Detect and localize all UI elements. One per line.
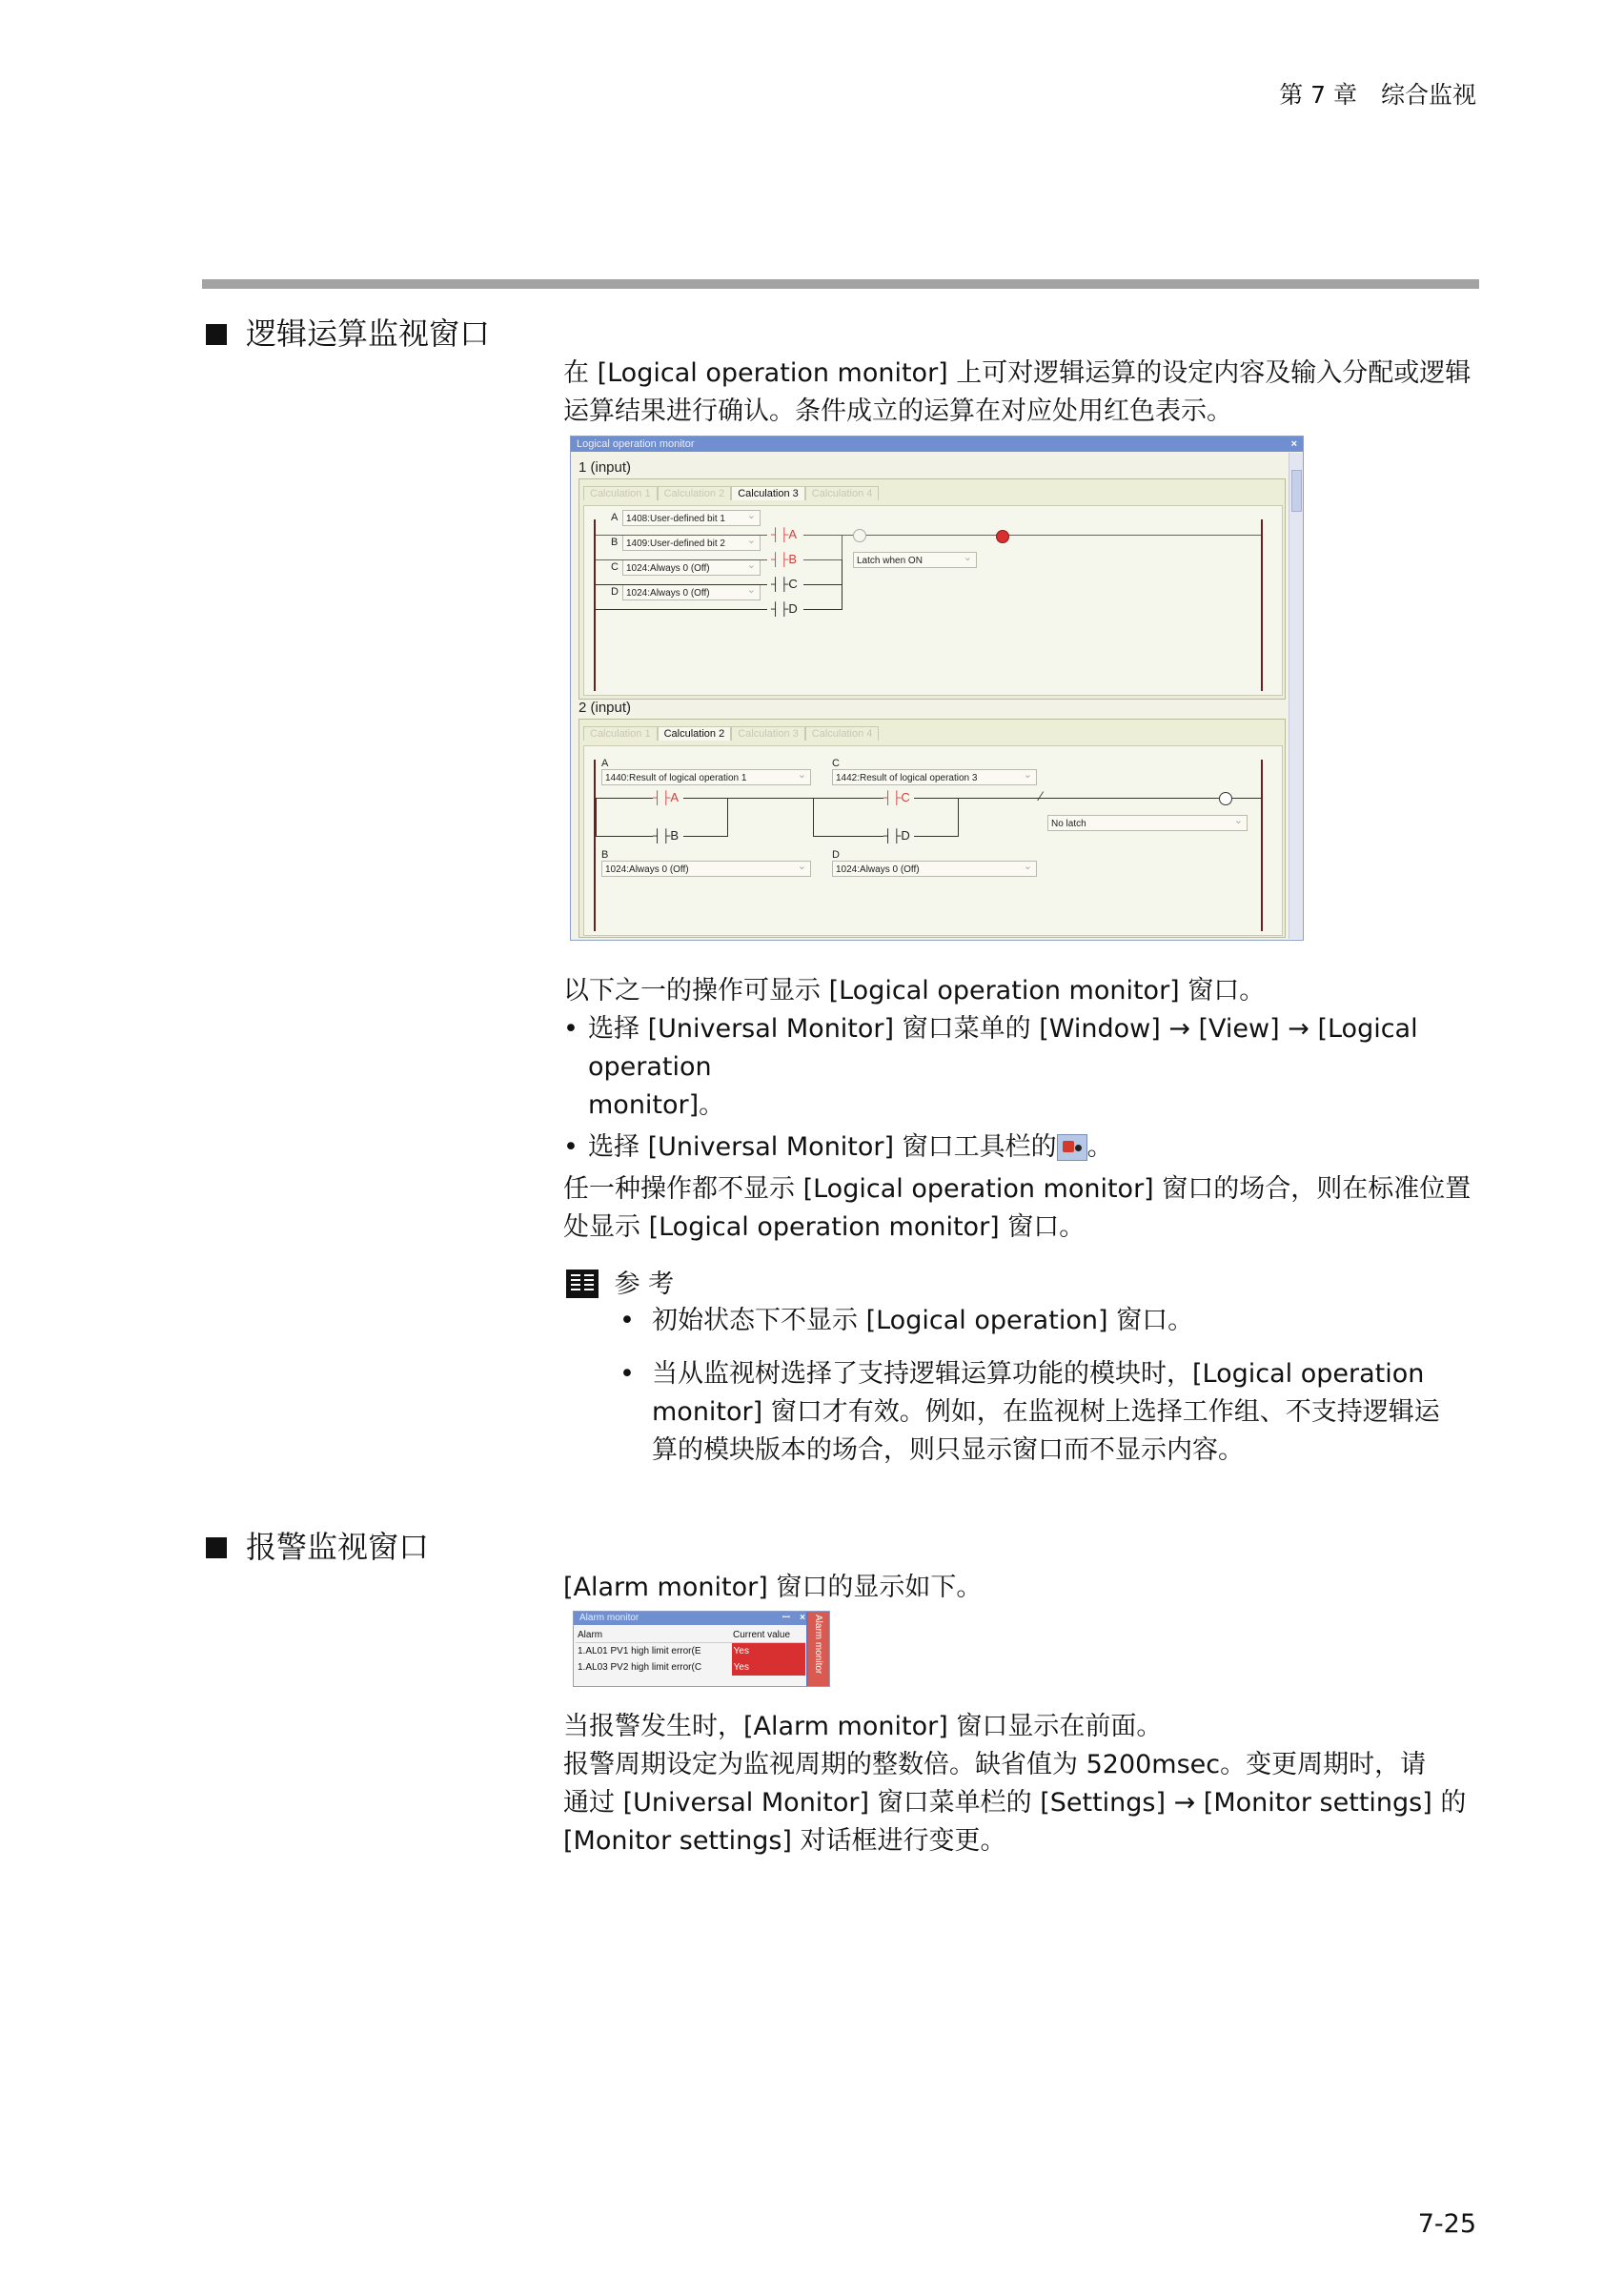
rung-a-wire xyxy=(596,798,653,799)
close-icon[interactable]: × xyxy=(1290,438,1297,450)
input-c-select[interactable]: 1442:Result of logical operation 3 ⌄ xyxy=(832,769,1037,785)
contact-d: ┤├D xyxy=(771,601,798,616)
contact-a: ┤├A xyxy=(653,790,680,804)
group2-box xyxy=(579,719,1286,938)
close-icon[interactable]: × xyxy=(800,1613,805,1623)
series-wire-b xyxy=(803,559,842,560)
rung-a-wire xyxy=(596,535,767,536)
left-power-rail xyxy=(594,760,596,931)
alarm-value-badge: Yes xyxy=(732,1643,805,1659)
table-row[interactable]: 1.AL03 PV2 high limit error(C Yes xyxy=(576,1659,805,1676)
section-rule xyxy=(202,279,1479,289)
series-wire-ac xyxy=(683,798,883,799)
reference-notes xyxy=(619,1302,1477,1470)
series-wire-c xyxy=(803,584,842,585)
join-wire-b xyxy=(727,798,728,837)
chapter-header: 第 7 章 综合监视 xyxy=(1279,81,1476,109)
rung-d-wire xyxy=(596,609,767,610)
output-wire xyxy=(914,798,1219,799)
join-wire-d xyxy=(958,798,959,837)
reference-item: • 初始状态下不显示 [Logical operation] 窗口。 xyxy=(619,1302,1477,1340)
group2-panel xyxy=(583,745,1283,936)
tab-calculation-3[interactable]: Calculation 3 xyxy=(731,726,805,741)
latch-marker-icon xyxy=(853,529,866,542)
group1-panel xyxy=(583,505,1283,696)
input-letter-c: C xyxy=(832,758,840,769)
input-letter-c: C xyxy=(611,561,619,573)
group1-box xyxy=(579,478,1286,700)
bullet-toolbar: • 选择 [Universal Monitor] 窗口工具栏的 。 xyxy=(563,1128,1480,1167)
group1-tabs xyxy=(583,486,879,500)
input-b-select[interactable]: 1409:User-defined bit 2 ⌄ xyxy=(622,535,761,551)
reference-book-icon xyxy=(566,1270,599,1298)
input-b-select[interactable]: 1024:Always 0 (Off) ⌄ xyxy=(601,861,811,877)
section-title-logic: 逻辑运算监视窗口 xyxy=(206,310,490,354)
tab-calculation-1[interactable]: Calculation 1 xyxy=(583,486,658,500)
latch-select[interactable]: No latch ⌄ xyxy=(1047,815,1248,831)
input-letter-d: D xyxy=(611,586,619,598)
rung-b-wire xyxy=(596,559,767,560)
right-power-rail xyxy=(1261,760,1263,931)
alarm-value-badge: Yes xyxy=(732,1659,805,1676)
logical-operation-toolbar-icon xyxy=(1057,1134,1087,1161)
tab-calculation-2[interactable]: Calculation 2 xyxy=(658,486,732,500)
input-a-select[interactable]: 1408:User-defined bit 1 ⌄ xyxy=(622,510,761,526)
series-wire-d xyxy=(803,609,842,610)
rung-d-wire xyxy=(813,836,883,837)
scrollbar-thumb[interactable] xyxy=(1291,470,1302,512)
input-letter-a: A xyxy=(611,512,619,523)
input-letter-d: D xyxy=(832,849,840,861)
section-title-alarm: 报警监视窗口 xyxy=(206,1523,429,1567)
reference-item: • 当从监视树选择了支持逻辑运算功能的模块时，[Logical operation monitor] 窗口才有效。例如，在监视树上选择工作组、不支持逻辑运 算的模块版本的场合，则只显示窗口而不显示内容。 xyxy=(619,1355,1477,1470)
alarm-description: 当报警发生时，[Alarm monitor] 窗口显示在前面。 报警周期设定为监视周期的整数倍。缺省值为 5200msec。变更周期时，请 通过 [Universal Monitor] 窗口菜单栏的 [Settings] → [Monitor settings] 的 [Monitor settings] 对话框进行变更。 xyxy=(563,1712,1467,1856)
tab-calculation-2[interactable]: Calculation 2 xyxy=(658,726,732,741)
branch-wire-d xyxy=(813,798,814,836)
rung-c-wire xyxy=(596,584,767,585)
contact-a: ┤├A xyxy=(771,527,798,541)
input-d-select[interactable]: 1024:Always 0 (Off) ⌄ xyxy=(622,584,761,600)
latch-select[interactable]: Latch when ON ⌄ xyxy=(853,552,977,568)
group1-label: 1 (input) xyxy=(579,459,632,476)
group2-label: 2 (input) xyxy=(579,700,632,716)
output-wire xyxy=(842,535,1261,536)
group2-tabs xyxy=(583,726,879,741)
input-letter-b: B xyxy=(601,849,609,861)
pin-icon[interactable]: ꟷ xyxy=(782,1613,790,1623)
logic-intro: 在 [Logical operation monitor] 上可对逻辑运算的设定内容及输入分配或逻辑 运算结果进行确认。条件成立的运算在对应处用红色表示。 xyxy=(563,358,1472,426)
tab-calculation-4[interactable]: Calculation 4 xyxy=(805,726,880,741)
page-number: 7-25 xyxy=(1417,2209,1476,2239)
alarm-intro: [Alarm monitor] 窗口的显示如下。 xyxy=(563,1573,983,1602)
right-power-rail xyxy=(1261,519,1263,691)
branch-wire-b xyxy=(596,798,597,836)
input-c-select[interactable]: 1024:Always 0 (Off) ⌄ xyxy=(622,559,761,576)
square-bullet-icon xyxy=(206,1537,227,1558)
alarm-table-header: Alarm Current value xyxy=(576,1629,805,1643)
tab-calculation-4[interactable]: Calculation 4 xyxy=(805,486,880,500)
rung-b-wire xyxy=(596,836,653,837)
output-wire-end xyxy=(1231,798,1261,799)
logic-open-instructions: 以下之一的操作可显示 [Logical operation monitor] 窗口。 • 选择 [Universal Monitor] 窗口菜单的 [Window] → [View] → [Logical operation monitor]。 • 选择 [Universal Monitor] 窗口工具栏的 。 任一种操作都不显示 [Logical operation monitor] 窗口的场合，则在标准位置 处显示 [Logical operation monitor] 窗口。 xyxy=(563,972,1480,1247)
tab-calculation-1[interactable]: Calculation 1 xyxy=(583,726,658,741)
input-letter-b: B xyxy=(611,537,619,548)
input-a-select[interactable]: 1440:Result of logical operation 1 ⌄ xyxy=(601,769,811,785)
contact-c: ┤├C xyxy=(883,790,910,804)
alarm-side-tab[interactable]: Alarm monitor xyxy=(806,1612,829,1686)
output-coil-on-icon xyxy=(996,530,1009,543)
contact-b: ┤├B xyxy=(653,828,680,843)
contact-d: ┤├D xyxy=(883,828,910,843)
input-letter-a: A xyxy=(601,758,609,769)
no-latch-marker-icon: ⁄ xyxy=(1040,788,1043,803)
rung-d-wire-right xyxy=(914,836,958,837)
contact-c: ┤├C xyxy=(771,577,798,591)
vertical-scrollbar[interactable] xyxy=(1289,453,1303,939)
series-wire-a xyxy=(803,535,842,536)
window-titlebar: Logical operation monitor × xyxy=(571,437,1303,452)
left-power-rail xyxy=(594,519,596,691)
logical-operation-monitor-window xyxy=(570,436,1304,941)
bullet-menu-path: • 选择 [Universal Monitor] 窗口菜单的 [Window] → [View] → [Logical operation monitor]。 xyxy=(563,1010,1480,1125)
tab-calculation-3[interactable]: Calculation 3 xyxy=(731,486,805,500)
square-bullet-icon xyxy=(206,324,227,345)
output-coil-off-icon xyxy=(1219,792,1232,805)
alarm-table xyxy=(576,1629,805,1676)
reference-heading: 参 考 xyxy=(566,1263,674,1300)
rung-b-wire-right xyxy=(683,836,727,837)
contact-b: ┤├B xyxy=(771,552,798,566)
alarm-monitor-window xyxy=(573,1611,830,1687)
input-d-select[interactable]: 1024:Always 0 (Off) ⌄ xyxy=(832,861,1037,877)
table-row[interactable]: 1.AL01 PV1 high limit error(E Yes xyxy=(576,1643,805,1659)
alarm-titlebar: Alarm monitor ꟷ × xyxy=(574,1612,811,1625)
